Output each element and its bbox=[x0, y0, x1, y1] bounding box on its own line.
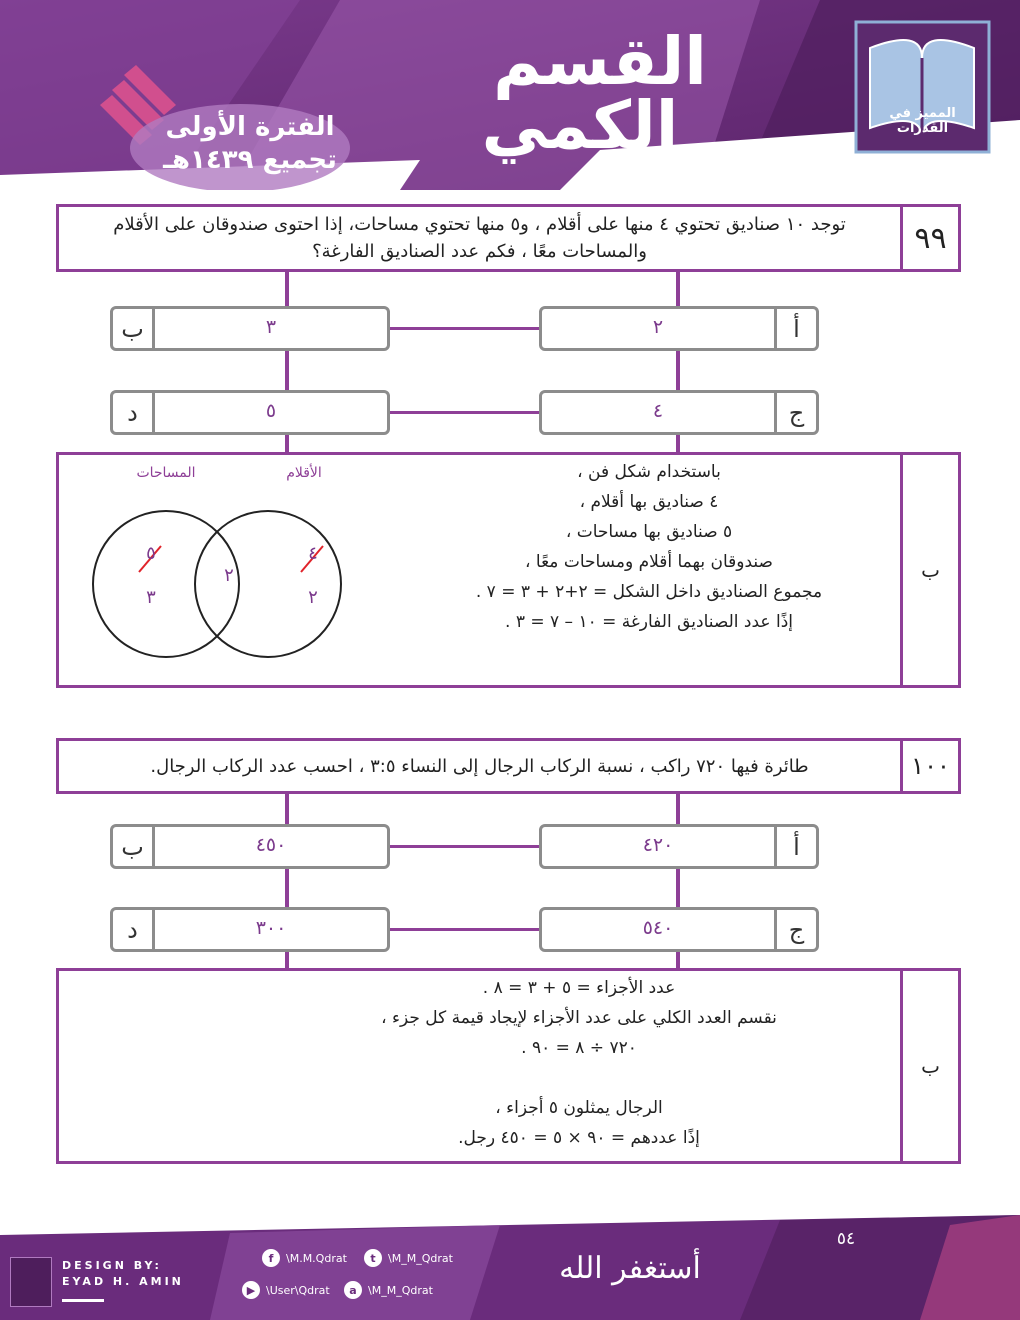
twitter-link[interactable] bbox=[364, 1249, 453, 1267]
q100-option-a[interactable] bbox=[539, 824, 819, 869]
option-value: ٥ bbox=[265, 400, 277, 422]
solution-line: صندوقان بهما أقلام ومساحات معًا ، bbox=[525, 552, 773, 572]
option-letter: أ bbox=[774, 309, 816, 348]
question-100-text: طائرة فيها ٧٢٠ راكب ، نسبة الركاب الرجال إلى النساء ٣:٥ ، احسب عدد الركاب الرجال. bbox=[150, 756, 809, 777]
question-99-solution bbox=[389, 457, 909, 637]
section-title-line2: الكمي bbox=[481, 87, 679, 164]
option-letter: أ bbox=[774, 827, 816, 866]
option-letter: ج bbox=[774, 910, 816, 949]
question-100-number: ١٠٠ bbox=[900, 741, 958, 791]
page-number: ٥٤ bbox=[836, 1229, 856, 1249]
q99-option-b[interactable] bbox=[110, 306, 390, 351]
option-letter: ب bbox=[113, 827, 155, 866]
option-value: ٣٠٠ bbox=[255, 917, 287, 939]
designer-signature-icon bbox=[10, 1257, 52, 1307]
question-99-text: توجد ١٠ صناديق تحتوي ٤ منها على أقلام ، و٥ منها تحتوي مساحات، إذا احتوى صندوقان على الأقلام والمساحات معًا ، فكم عدد الصناديق الفارغة؟ bbox=[113, 214, 846, 262]
venn-circle-pens bbox=[195, 511, 341, 657]
youtube-handle: \User\Qdrat bbox=[266, 1283, 330, 1297]
page-header bbox=[0, 0, 1020, 190]
solution-line: مجموع الصناديق داخل الشكل = ٢+٢ + ٣ = ٧ . bbox=[475, 582, 823, 602]
calligraphy-text: أستغفر الله bbox=[559, 1251, 701, 1286]
question-99-answer: ب bbox=[900, 455, 958, 685]
q100-option-b[interactable] bbox=[110, 824, 390, 869]
question-100-solution-box bbox=[56, 968, 961, 1164]
youtube-link[interactable] bbox=[242, 1281, 330, 1299]
solution-line: عدد الأجزاء = ٥ + ٣ = ٨ . bbox=[482, 978, 676, 998]
venn-label-erasers: المساحات bbox=[136, 465, 196, 481]
logo-text: المميز في القدرات bbox=[889, 106, 956, 136]
logo bbox=[850, 18, 995, 156]
solution-line: إذًا عددهم = ٩٠ × ٥ = ٤٥٠ رجل. bbox=[458, 1128, 700, 1148]
option-value: ٣ bbox=[265, 316, 277, 338]
designer-name: EYAD H. AMIN bbox=[62, 1275, 184, 1288]
question-99-solution-box bbox=[56, 452, 961, 688]
option-value: ٢ bbox=[652, 316, 664, 338]
q99-option-d[interactable] bbox=[110, 390, 390, 435]
connector-line bbox=[389, 327, 540, 330]
solution-line: ٥ صناديق بها مساحات ، bbox=[565, 522, 733, 542]
option-value: ٤٥٠ bbox=[255, 834, 287, 856]
facebook-link[interactable] bbox=[262, 1249, 347, 1267]
option-letter: د bbox=[113, 393, 155, 432]
q99-option-a[interactable] bbox=[539, 306, 819, 351]
solution-line: الرجال يمثلون ٥ أجزاء ، bbox=[495, 1098, 663, 1118]
option-value: ٥٤٠ bbox=[642, 917, 674, 939]
solution-line: ٤ صناديق بها أقلام ، bbox=[579, 492, 719, 512]
venn-center-value: ٢ bbox=[224, 565, 234, 586]
venn-right-value: ٢ bbox=[308, 587, 318, 608]
design-by-label: DESIGN BY: bbox=[62, 1259, 162, 1272]
connector-line bbox=[389, 928, 540, 931]
solution-line: باستخدام شكل فن ، bbox=[577, 462, 721, 482]
question-100-solution bbox=[259, 973, 899, 1153]
question-99-number: ٩٩ bbox=[900, 207, 958, 269]
footer-divider bbox=[62, 1299, 104, 1302]
question-100-box bbox=[56, 738, 961, 794]
option-letter: ب bbox=[113, 309, 155, 348]
youtube-icon: ▶ bbox=[242, 1281, 260, 1299]
ask-icon: a bbox=[344, 1281, 362, 1299]
question-99-box bbox=[56, 204, 961, 272]
section-title-line1: القسم bbox=[493, 23, 707, 100]
facebook-icon: f bbox=[262, 1249, 280, 1267]
ask-link[interactable] bbox=[344, 1281, 433, 1299]
period-title: الفترة الأولى bbox=[165, 112, 335, 142]
venn-left-original: ٥ bbox=[146, 543, 156, 564]
connector-line bbox=[389, 845, 540, 848]
solution-line: إذًا عدد الصناديق الفارغة = ١٠ – ٧ = ٣ . bbox=[505, 612, 793, 632]
venn-label-pens: الأقلام bbox=[286, 465, 322, 481]
page-footer bbox=[0, 1215, 1020, 1320]
collection-year: تجميع ١٤٣٩هـ bbox=[163, 145, 337, 175]
solution-spacer bbox=[259, 1063, 899, 1093]
twitter-handle: \M_M_Qdrat bbox=[388, 1251, 453, 1265]
option-letter: ج bbox=[774, 393, 816, 432]
option-value: ٤ bbox=[652, 400, 664, 422]
ask-handle: \M_M_Qdrat bbox=[368, 1283, 433, 1297]
twitter-icon: t bbox=[364, 1249, 382, 1267]
solution-line: ٧٢٠ ÷ ٨ = ٩٠ . bbox=[521, 1038, 637, 1058]
q100-option-c[interactable] bbox=[539, 907, 819, 952]
venn-left-value: ٣ bbox=[146, 587, 156, 608]
venn-right-original: ٤ bbox=[308, 543, 318, 564]
q99-option-c[interactable] bbox=[539, 390, 819, 435]
option-letter: د bbox=[113, 910, 155, 949]
q100-option-d[interactable] bbox=[110, 907, 390, 952]
solution-line: نقسم العدد الكلي على عدد الأجزاء لإيجاد قيمة كل جزء ، bbox=[381, 1008, 777, 1028]
connector-line bbox=[389, 411, 540, 414]
question-100-answer: ب bbox=[900, 971, 958, 1161]
facebook-handle: \M.M.Qdrat bbox=[286, 1251, 347, 1265]
option-value: ٤٢٠ bbox=[642, 834, 674, 856]
